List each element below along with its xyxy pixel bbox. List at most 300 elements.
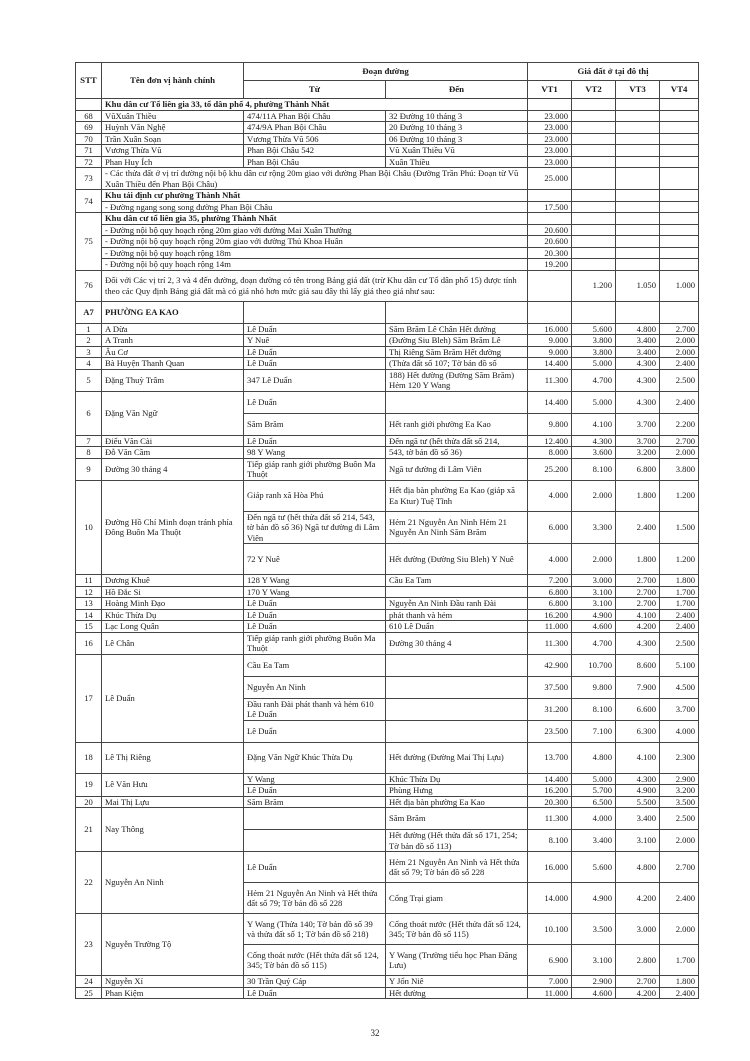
stt-cell: 74: [76, 190, 102, 213]
to-cell: [386, 586, 528, 598]
from-cell: Lê Duẩn: [244, 323, 386, 335]
price-vt3: 5.500: [616, 796, 660, 808]
price-vt1: 23.000: [528, 145, 572, 157]
from-cell: Y Nuê: [244, 335, 386, 347]
price-vt3: [616, 122, 660, 134]
name-cell: A Dừa: [102, 323, 244, 335]
from-cell: Lê Duẩn: [244, 346, 386, 358]
stt-cell: 23: [76, 914, 102, 976]
name-cell: Hoàng Minh Đạo: [102, 598, 244, 610]
to-cell: [386, 720, 528, 742]
price-vt4: 2.400: [660, 987, 699, 999]
price-vt2: 5.000: [572, 391, 616, 413]
table-cell: [572, 224, 616, 236]
section-title: Khu dân cư tổ liên gia 35, phường Thành Nhất: [102, 213, 528, 225]
price-vt4: 2.700: [660, 435, 699, 447]
price-vt4: 1.700: [660, 945, 699, 976]
price-vt1: 11.300: [528, 369, 572, 391]
name-cell: Đường 30 tháng 4: [102, 458, 244, 480]
from-cell: Hẻm 21 Nguyễn An Ninh và Hết thửa đất số 79; Tờ bản đồ số 228: [244, 883, 386, 914]
to-cell: Hết đường (Hết thửa đất số 171, 254; Tờ bản đồ số 113): [386, 830, 528, 852]
price-vt2: 2.000: [572, 544, 616, 575]
name-cell: Âu Cơ: [102, 346, 244, 358]
table-row: [76, 122, 699, 134]
to-cell: Hết đường: [386, 987, 528, 999]
stt-cell: 69: [76, 122, 102, 134]
price-vt3: 2.700: [616, 575, 660, 587]
price-vt1: 42.900: [528, 654, 572, 676]
from-cell: Đặng Văn Ngữ Khúc Thừa Dụ: [244, 742, 386, 773]
price-vt1: 14.400: [528, 773, 572, 785]
to-cell: [386, 676, 528, 698]
price-vt3: 1.050: [616, 270, 660, 301]
stt-cell: 11: [76, 575, 102, 587]
price-vt2: 3.000: [572, 575, 616, 587]
price-vt3: [616, 145, 660, 157]
from-cell: Phan Bội Châu 542: [244, 145, 386, 157]
price-vt1: 23.000: [528, 133, 572, 145]
price-vt1: 9.800: [528, 413, 572, 435]
price-vt3: 4.200: [616, 621, 660, 633]
from-cell: 30 Trần Quý Cáp: [244, 976, 386, 988]
table-cell: [572, 259, 616, 271]
from-cell: Săm Brăm: [244, 796, 386, 808]
stt-cell: 75: [76, 213, 102, 271]
name-cell: Huỳnh Văn Nghệ: [102, 122, 244, 134]
price-vt4: 1.700: [660, 586, 699, 598]
price-vt1: 6.800: [528, 586, 572, 598]
from-cell: Y Wang: [244, 773, 386, 785]
from-cell: Giáp ranh xã Hòa Phú: [244, 480, 386, 511]
price-vt1: 10.100: [528, 914, 572, 945]
price-vt4: 2.000: [660, 346, 699, 358]
to-cell: 188) Hết đường (Đường Săm Brăm) Hẻm 120 Y Wang: [386, 369, 528, 391]
price-vt3: 6.600: [616, 698, 660, 720]
name-cell: Lê Thị Riêng: [102, 742, 244, 773]
price-vt3: 2.700: [616, 976, 660, 988]
stt-cell: 12: [76, 586, 102, 598]
stt-cell: 76: [76, 270, 102, 301]
from-cell: 72 Y Nuê: [244, 544, 386, 575]
to-cell: Cống thoát nước (Hết thửa đất số 124, 345; Tờ bản đồ số 115): [386, 914, 528, 945]
price-vt4: 2.400: [660, 391, 699, 413]
from-cell: Y Wang (Thửa 140; Tờ bản đồ số 39 và thửa đất số 1; Tờ bản đồ số 218): [244, 914, 386, 945]
price-vt3: [616, 133, 660, 145]
land-price-table: [75, 62, 699, 999]
name-cell: Hồ Đắc Si: [102, 586, 244, 598]
note-cell: - Các thửa đất ở vị trí đường nội bộ khu dân cư rộng 20m giao với đường Phan Bội Châu (Đường Trần Phú: Đoạn từ Vũ Xuân Thiều đến Phan Bội Châu): [102, 168, 528, 190]
col-vt2: VT2: [572, 81, 616, 99]
note-cell: Đối với Các vị trí 2, 3 và 4 đến đường, đoạn đường có tên trong Bảng giá đất (trừ Khu dân cư Tổ dân phố 15) được tính theo các Quy định Bảng giá đất mà có giá nhỏ hơn mức giá sau đây thì lấy giá theo giá như sau:: [102, 270, 528, 301]
table-cell: [616, 201, 660, 213]
table-cell: [660, 168, 699, 190]
stt-cell: 6: [76, 391, 102, 435]
price-vt3: 2.800: [616, 945, 660, 976]
to-cell: 20 Đường 10 tháng 3: [386, 122, 528, 134]
to-cell: Săm Brăm Lê Chân Hết đường: [386, 323, 528, 335]
to-cell: [386, 654, 528, 676]
price-vt4: 2.000: [660, 335, 699, 347]
price-vt2: 7.100: [572, 720, 616, 742]
price-vt1: 14.400: [528, 358, 572, 370]
col-segment: Đoạn đường: [244, 63, 528, 81]
price-vt1: 11.300: [528, 632, 572, 654]
price-vt4: 1.700: [660, 598, 699, 610]
table-row: [76, 335, 699, 347]
table-cell: [660, 190, 699, 202]
stt-cell: 68: [76, 110, 102, 122]
stt-cell: 71: [76, 145, 102, 157]
name-cell: Đặng Thuỳ Trâm: [102, 369, 244, 391]
stt-cell: 19: [76, 773, 102, 796]
price-vt4: 2.700: [660, 323, 699, 335]
name-cell: Nguyễn Trường Tộ: [102, 914, 244, 976]
price-vt2: 4.800: [572, 742, 616, 773]
table-row: [76, 654, 699, 676]
section-title: Khu tái định cư phường Thành Nhất: [102, 190, 528, 202]
price-vt2: 9.800: [572, 676, 616, 698]
table-row: [76, 598, 699, 610]
price-vt3: 3.700: [616, 413, 660, 435]
stt-cell: 24: [76, 976, 102, 988]
price-vt1: 14.000: [528, 883, 572, 914]
table-cell: [528, 270, 572, 301]
price-vt1: 16.200: [528, 609, 572, 621]
table-row: [76, 391, 699, 413]
table-row: [76, 808, 699, 830]
price-vt4: 5.100: [660, 654, 699, 676]
name-cell: Mai Thị Lựu: [102, 796, 244, 808]
price-vt4: 2.500: [660, 369, 699, 391]
table-row: [76, 369, 699, 391]
from-cell: Lê Duẩn: [244, 609, 386, 621]
name-cell: Nguyễn Xí: [102, 976, 244, 988]
to-cell: (Đường Siu Bleh) Săm Brăm Lê: [386, 335, 528, 347]
name-cell: Nguyễn An Ninh: [102, 852, 244, 914]
price-vt3: 3.000: [616, 914, 660, 945]
price-vt3: 4.800: [616, 323, 660, 335]
to-cell: Nguyễn An Ninh Đầu ranh Đài: [386, 598, 528, 610]
to-cell: Ngã tư đường đi Lâm Viên: [386, 458, 528, 480]
price-vt4: 3.500: [660, 796, 699, 808]
price-vt1: 13.700: [528, 742, 572, 773]
section-code: A7: [76, 301, 102, 323]
to-cell: 543, tờ bản đồ số 36): [386, 447, 528, 459]
table-body: [76, 99, 699, 999]
price-vt1: 20.600: [528, 224, 572, 236]
to-cell: Thị Riêng Săm Brăm Hết đường: [386, 346, 528, 358]
price-vt3: 2.700: [616, 586, 660, 598]
name-cell: Điểu Văn Cài: [102, 435, 244, 447]
price-vt1: 16.200: [528, 785, 572, 797]
from-cell: Lê Duẩn: [244, 987, 386, 999]
price-vt4: 2.400: [660, 358, 699, 370]
price-vt3: 1.800: [616, 480, 660, 511]
to-cell: 06 Đường 10 tháng 3: [386, 133, 528, 145]
table-cell: [572, 213, 616, 225]
to-cell: Y Wang (Trường tiểu học Phan Đăng Lưu): [386, 945, 528, 976]
table-row: [76, 458, 699, 480]
price-vt4: [660, 156, 699, 168]
price-vt1: 8.100: [528, 830, 572, 852]
price-vt1: 4.000: [528, 480, 572, 511]
page-number: 32: [370, 1028, 380, 1038]
stt-cell: 20: [76, 796, 102, 808]
name-cell: Đường Hồ Chí Minh đoạn tránh phía Đông Buôn Ma Thuột: [102, 480, 244, 575]
from-cell: Nguyễn An Ninh: [244, 676, 386, 698]
price-vt2: 5.000: [572, 358, 616, 370]
price-vt4: 3.700: [660, 698, 699, 720]
price-vt1: 11.000: [528, 621, 572, 633]
table-row: [76, 236, 699, 248]
stt-cell: 25: [76, 987, 102, 999]
table-row: [76, 156, 699, 168]
table-row: [76, 480, 699, 511]
price-vt4: 2.500: [660, 632, 699, 654]
stt-cell: 2: [76, 335, 102, 347]
price-vt2: 3.100: [572, 598, 616, 610]
stt-cell: 9: [76, 458, 102, 480]
price-vt3: 4.100: [616, 742, 660, 773]
to-cell: 610 Lê Duẩn: [386, 621, 528, 633]
table-cell: [616, 190, 660, 202]
to-cell: Cổng Trại giam: [386, 883, 528, 914]
table-row: [76, 110, 699, 122]
price-vt4: 1.200: [660, 544, 699, 575]
stt-cell: 72: [76, 156, 102, 168]
stt-cell: 21: [76, 808, 102, 852]
to-cell: Đường 30 tháng 4: [386, 632, 528, 654]
price-vt4: 4.500: [660, 676, 699, 698]
table-cell: [660, 301, 699, 323]
from-cell: Tiếp giáp ranh giới phường Buôn Ma Thuột: [244, 458, 386, 480]
price-vt2: 5.600: [572, 323, 616, 335]
from-cell: Lê Duẩn: [244, 621, 386, 633]
price-vt3: 4.300: [616, 358, 660, 370]
price-vt1: 9.000: [528, 346, 572, 358]
to-cell: Hết ranh giới phường Ea Kao: [386, 413, 528, 435]
to-cell: Xuân Thiều: [386, 156, 528, 168]
price-vt4: 2.000: [660, 830, 699, 852]
price-vt2: 5.700: [572, 785, 616, 797]
table-row: [76, 852, 699, 883]
table-cell: [616, 213, 660, 225]
price-vt2: 1.200: [572, 270, 616, 301]
from-cell: 128 Y Wang: [244, 575, 386, 587]
price-vt3: 2.700: [616, 598, 660, 610]
from-cell: 98 Y Wang: [244, 447, 386, 459]
name-cell: Dương Khuê: [102, 575, 244, 587]
price-vt2: 6.500: [572, 796, 616, 808]
table-row: [76, 773, 699, 785]
price-vt4: 4.000: [660, 720, 699, 742]
price-vt4: [660, 122, 699, 134]
price-vt1: 31.200: [528, 698, 572, 720]
stt-cell: 73: [76, 168, 102, 190]
price-vt1: 23.000: [528, 156, 572, 168]
price-vt4: 2.700: [660, 852, 699, 883]
to-cell: phát thanh và hẻm: [386, 609, 528, 621]
price-vt4: 2.900: [660, 773, 699, 785]
price-vt1: 17.500: [528, 201, 572, 213]
price-vt3: 4.900: [616, 785, 660, 797]
from-cell: Tiếp giáp ranh giới phường Buôn Ma Thuột: [244, 632, 386, 654]
price-vt2: 3.800: [572, 346, 616, 358]
price-vt4: 2.000: [660, 447, 699, 459]
item-cell: - Đường nội bộ quy hoạch rộng 18m: [102, 247, 528, 259]
price-vt1: 25.200: [528, 458, 572, 480]
to-cell: Đến ngã tư (hết thửa đất số 214,: [386, 435, 528, 447]
section-title: Khu dân cư Tổ liên gia 33, tổ dân phố 4, phường Thành Nhất: [102, 99, 528, 111]
stt-cell: 5: [76, 369, 102, 391]
col-name: Tên đơn vị hành chính: [102, 63, 244, 99]
price-vt2: 5.600: [572, 852, 616, 883]
table-row: [76, 145, 699, 157]
price-vt1: 16.000: [528, 852, 572, 883]
price-vt2: 4.600: [572, 621, 616, 633]
from-cell: Lê Duẩn: [244, 435, 386, 447]
price-vt2: 3.300: [572, 511, 616, 544]
to-cell: [386, 391, 528, 413]
name-cell: Lê Duẩn: [102, 654, 244, 742]
table-row: [76, 976, 699, 988]
stt-cell: 4: [76, 358, 102, 370]
table-row: [76, 987, 699, 999]
to-cell: Y Jổn Niê: [386, 976, 528, 988]
price-vt2: 4.700: [572, 369, 616, 391]
item-cell: - Đường nội bộ quy hoạch rộng 20m giao với đường Thủ Khoa Huân: [102, 236, 528, 248]
price-vt1: 6.900: [528, 945, 572, 976]
price-vt2: 4.600: [572, 987, 616, 999]
stt-cell: 8: [76, 447, 102, 459]
price-vt2: 4.100: [572, 413, 616, 435]
from-cell: Phan Bội Châu: [244, 156, 386, 168]
name-cell: Vương Thừa Vũ: [102, 145, 244, 157]
col-price-group: Giá đất ở tại đô thị: [528, 63, 699, 81]
stt-cell: 16: [76, 632, 102, 654]
table-cell: [616, 168, 660, 190]
price-vt3: 3.400: [616, 346, 660, 358]
table-row: [76, 632, 699, 654]
name-cell: Lạc Long Quân: [102, 621, 244, 633]
section-title: PHƯỜNG EA KAO: [102, 301, 244, 323]
to-cell: Săm Brăm: [386, 808, 528, 830]
price-vt3: 3.400: [616, 335, 660, 347]
table-cell: [616, 259, 660, 271]
col-vt1: VT1: [528, 81, 572, 99]
price-vt4: 1.200: [660, 480, 699, 511]
price-vt1: 6.800: [528, 598, 572, 610]
table-row: [76, 447, 699, 459]
table-row: [76, 247, 699, 259]
price-vt2: 3.600: [572, 447, 616, 459]
to-cell: Hết đường (Đường Mai Thị Lựu): [386, 742, 528, 773]
col-vt4: VT4: [660, 81, 699, 99]
price-vt4: 1.800: [660, 976, 699, 988]
table-row: [76, 609, 699, 621]
from-cell: Đến ngã tư (hết thửa đất số 214, 543, tờ bản đồ số 36) Ngã tư đường đi Lâm Viên: [244, 511, 386, 544]
section-row: [76, 99, 699, 111]
price-vt1: 9.000: [528, 335, 572, 347]
price-vt4: 2.400: [660, 621, 699, 633]
price-vt4: 3.800: [660, 458, 699, 480]
from-cell: [244, 808, 386, 830]
table-row: [76, 358, 699, 370]
table-cell: [244, 301, 386, 323]
stt-cell: 14: [76, 609, 102, 621]
price-vt2: 3.800: [572, 335, 616, 347]
col-vt3: VT3: [616, 81, 660, 99]
stt-cell: 10: [76, 480, 102, 575]
table-row: [76, 346, 699, 358]
stt-cell: 3: [76, 346, 102, 358]
name-cell: Phan Kiệm: [102, 987, 244, 999]
price-vt3: 3.100: [616, 830, 660, 852]
item-cell: - Đường nội bộ quy hoạch rộng 14m: [102, 259, 528, 271]
price-vt1: 20.600: [528, 236, 572, 248]
price-vt4: 2.500: [660, 808, 699, 830]
price-vt3: 6.300: [616, 720, 660, 742]
price-vt4: [660, 110, 699, 122]
price-vt2: [572, 156, 616, 168]
price-vt3: 7.900: [616, 676, 660, 698]
to-cell: Hết địa bàn phường Ea Kao: [386, 796, 528, 808]
price-vt3: 3.200: [616, 447, 660, 459]
name-cell: Bà Huyện Thanh Quan: [102, 358, 244, 370]
name-cell: Phan Huy Ích: [102, 156, 244, 168]
from-cell: Lê Duẩn: [244, 785, 386, 797]
price-vt2: 2.900: [572, 976, 616, 988]
table-cell: [660, 201, 699, 213]
price-vt2: 4.000: [572, 808, 616, 830]
to-cell: Hẻm 21 Nguyễn An Ninh Hẻm 21 Nguyễn An Ninh Săm Brăm: [386, 511, 528, 544]
price-vt1: 12.400: [528, 435, 572, 447]
price-vt1: 8.000: [528, 447, 572, 459]
stt-cell: 7: [76, 435, 102, 447]
name-cell: A Tranh: [102, 335, 244, 347]
name-cell: Lê Chân: [102, 632, 244, 654]
to-cell: Vũ Xuân Thiều Vũ: [386, 145, 528, 157]
table-cell: [660, 224, 699, 236]
name-cell: Đỗ Văn Cầm: [102, 447, 244, 459]
table-row: [76, 323, 699, 335]
table-row: [76, 301, 699, 323]
table-row: [76, 435, 699, 447]
price-vt1: 7.000: [528, 976, 572, 988]
stt-cell: 17: [76, 654, 102, 742]
price-vt2: [572, 145, 616, 157]
from-cell: Lê Duẩn: [244, 720, 386, 742]
from-cell: Cầu Ea Tam: [244, 654, 386, 676]
table-cell: [572, 247, 616, 259]
table-cell: [572, 236, 616, 248]
table-cell: [616, 224, 660, 236]
price-vt3: [616, 110, 660, 122]
col-from: Từ: [244, 81, 386, 99]
table-cell: [386, 301, 528, 323]
to-cell: (Thửa đất số 107; Tờ bản đồ số: [386, 358, 528, 370]
price-vt2: 8.100: [572, 698, 616, 720]
price-vt1: 16.000: [528, 323, 572, 335]
stt-cell: 70: [76, 133, 102, 145]
item-cell: - Đường nội bộ quy hoạch rộng 20m giao với đường Mai Xuân Thưởng: [102, 224, 528, 236]
price-vt1: 14.400: [528, 391, 572, 413]
price-vt2: 4.900: [572, 883, 616, 914]
price-vt2: 4.900: [572, 609, 616, 621]
table-cell: [660, 259, 699, 271]
to-cell: Hết địa bàn phường Ea Kao (giáp xã Ea Ktur) Tuệ Tĩnh: [386, 480, 528, 511]
from-cell: Vương Thừa Vũ 506: [244, 133, 386, 145]
